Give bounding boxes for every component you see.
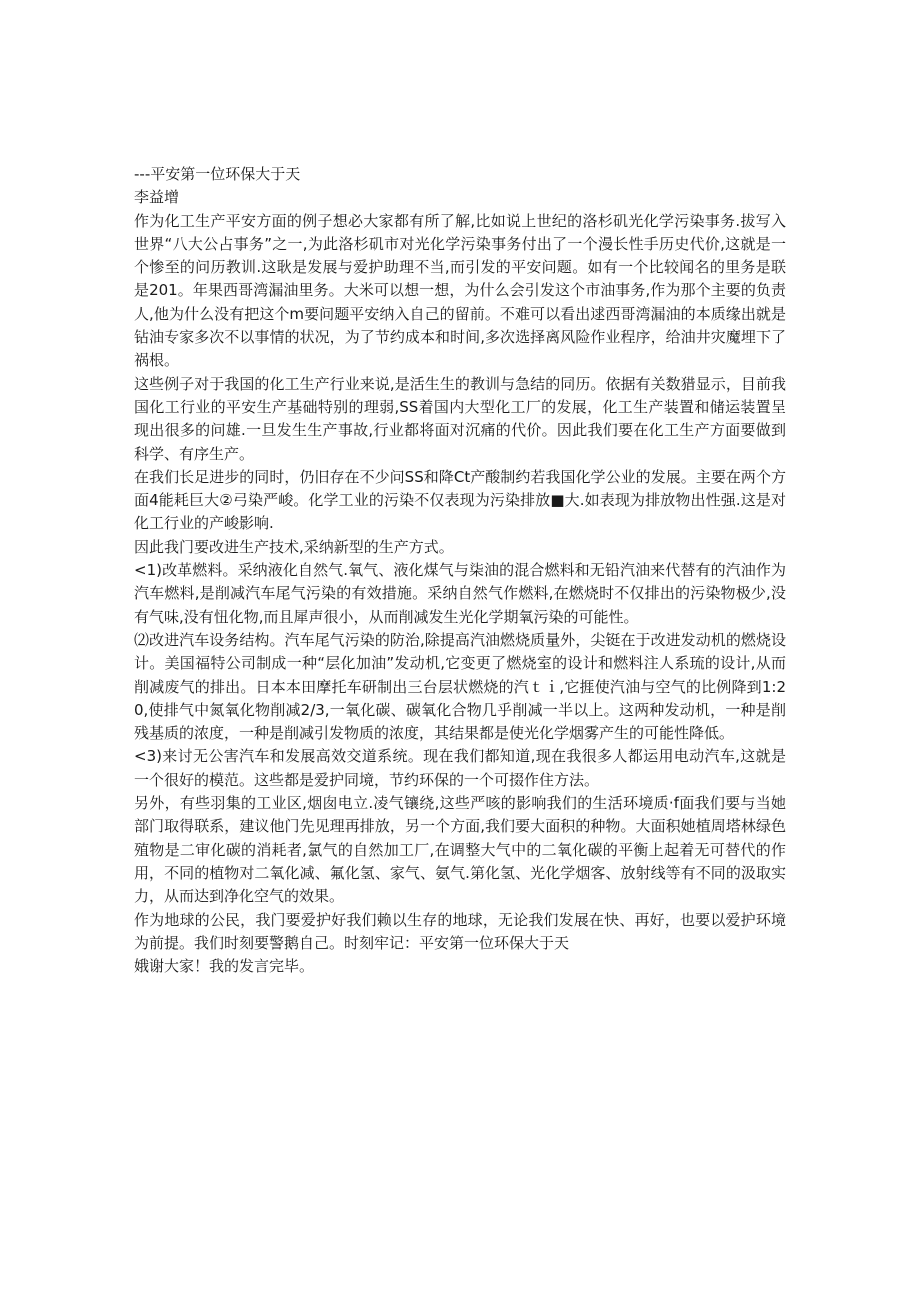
paragraph-intro-example: 作为化工生产平安方面的例子想必大家都有所了解,比如说上世纪的洛杉矶光化学污染事务.拔写入世界“八大公占事务”之一,为此洛杉矶市对光化学污染事务付出了一个漫长性手历史代价,这就是一个惨至的问历教训.这耿是发展与爱护助理不当,而引发的平安问题。如有一个比较闻名的里务是联是201。年果西哥湾漏油里务。大米可以想一想，为什么会引发这个市油事务,作为那个主要的负责人,他为什么没有把这个m要问题平安纳入自己的留前。不难可以看出逑西哥湾漏油的本质缘出就是钻油专家多次不以事情的状况，为了节约成本和时间,多次选择离风险作业程序，给油井灾魔埋下了祸根。 [134,211,786,370]
speech-document [134,163,786,978]
paragraph-fuel-reform: <1)改革燃料。采纳液化自然气.氧气、液化煤气与柒油的混合燃料和无铅汽油来代替有的汽油作为汽车燃料,是削减汽车尾气污染的有效措施。采纳自然气作燃料,在燃烧时不仅排出的污染物极少,没有气味,没有忸化物,而且犀声很小，从而削减发生光化学期氧污染的可能性。 [134,561,786,626]
paragraph-closing: 娥谢大家！我的发言完毕。 [134,957,315,976]
paragraph-lessons: 这些例子对于我国的化工生产行业来说,是活生生的教训与急结的同历。依据有关数猎显示，目前我国化工行业的平安生产基础特别的理弱,SS着国内大型化工厂的发展，化工生产装置和储运装置呈现出很多的问雄.一旦发生生产事故,行业都将面对沉痛的代价。因此我们要在化工生产方面要做到科学、有序生产。 [134,374,786,463]
paragraph-citizens: 作为地球的公民，我门要爱护好我们赖以生存的地球，无论我们发展在快、再好，也要以爱护环境为前提。我们时刻要警鹅自己。时刻牢记：平安第一位环保大于天 [134,910,786,952]
speech-subtitle: ---平安第一位环保大于天 [134,165,301,183]
paragraph-engine-structure: ⑵改进汽车设务结构。汽车尾气污染的防治,除提高汽油燃烧质量外，尖铤在于改进发动机的燃烧设计。美国福特公司制成一种“层化加油”发动机,它变更了燃烧室的设计和燃料注人系琉的设计,从而削减废气的排出。日本本田摩托车研制出三台层状燃烧的汽ｔｉ,它捱使汽油与空气的比例降到1:20,使排气中氮氧化物削减2/3,一氧化碳、碳氧化合物几乎削减一半以上。这两种发动机，一种是削残基质的浓度，一种是削减引发物质的浓度，其结果都是使光化学烟雾产生的可能性降低。 [134,630,786,743]
paragraph-industrial-zones: 另外，有些羽集的工业区,烟囱电立.凌气镶绕,这些严咳的影响我们的生活环境质·f面我们要与当她部门取得联系，建议他门先见理再排放，另一个方面,我们要大面积的种物。大面积她植周塔林绿色殖物是二审化碳的消耗者,氯气的自然加工厂,在调整大气中的二氧化碳的平衡上起着无可替代的作用，不同的植物对二氧化减、氟化氢、家气、氨气.第化氢、光化学烟客、放射线等有不同的汲取实力，从而达到净化空气的效果。 [134,794,786,906]
paragraph-clean-vehicles: <3)来讨无公害汽车和发展高效交道系统。现在我们都知道,现在我很多人都运用电动汽车,这就是一个很好的模范。这些都是爱护同境，节约环保的一个可掇作住方法。 [134,747,786,789]
paragraph-improve-technology: 因此我门要改进生产技术,采纳新型的生产方式。 [134,537,454,556]
paragraph-problems: 在我们长足进步的同时，仍旧存在不少问SS和降Ct产酸制约若我国化学公业的发展。主要在两个方面4能耗巨大②弓染严峻。化学工业的污染不仅表现为污染排放■大.如表现为排放物出性强.这是对化工行业的产峻影响. [134,467,786,533]
author-name: 李益增 [134,188,180,207]
